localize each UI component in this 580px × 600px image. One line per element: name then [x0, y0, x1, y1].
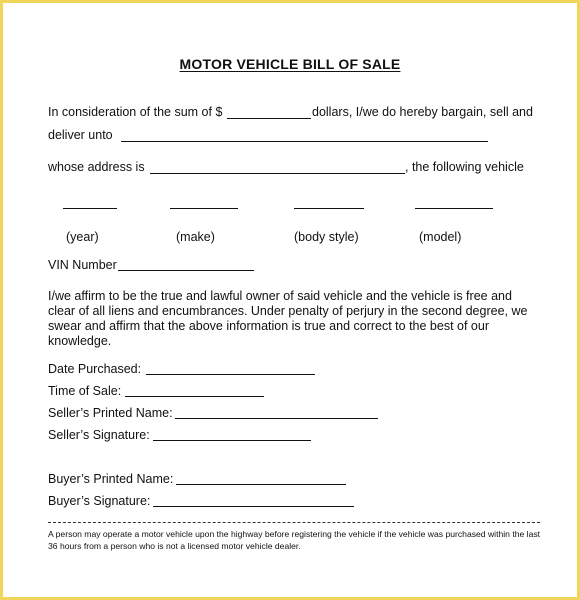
- vin-label: VIN Number: [48, 258, 117, 272]
- sum-suffix: dollars, I/we do hereby bargain, sell and: [312, 105, 533, 119]
- address-field[interactable]: [150, 173, 405, 174]
- buyer-name-field[interactable]: [176, 484, 346, 485]
- affirmation-paragraph: I/we affirm to be the true and lawful owner of said vehicle and the vehicle is free and clear of all liens and encumbrances. Under penalty of perjury in the second degree, we swear and affirm that the above information is true and correct to the best of our knowledge.: [48, 289, 528, 348]
- document-title: MOTOR VEHICLE BILL OF SALE: [179, 56, 401, 72]
- buyer-name-label: Buyer’s Printed Name:: [48, 472, 174, 486]
- buyer-signature-label: Buyer’s Signature:: [48, 494, 151, 508]
- date-purchased-field[interactable]: [146, 374, 315, 375]
- footnote: A person may operate a motor vehicle upon the highway before registering the vehicle if the vehicle was purchased within the last 36 hours from a person who is not a licensed motor vehicle dealer.: [48, 529, 541, 551]
- sum-prefix: In consideration of the sum of $: [48, 105, 223, 119]
- address-label: whose address is: [48, 160, 145, 174]
- make-field[interactable]: [170, 208, 238, 209]
- seller-name-label: Seller’s Printed Name:: [48, 406, 173, 420]
- year-caption: (year): [66, 230, 99, 244]
- seller-signature-field[interactable]: [153, 440, 311, 441]
- dashed-divider: [48, 522, 540, 523]
- vehicle-label: , the following vehicle: [405, 160, 524, 174]
- time-of-sale-label: Time of Sale:: [48, 384, 122, 398]
- sum-amount-field[interactable]: [227, 118, 311, 119]
- make-caption: (make): [176, 230, 215, 244]
- buyer-signature-field[interactable]: [153, 506, 354, 507]
- bill-of-sale-page: [3, 3, 577, 597]
- vin-field[interactable]: [118, 270, 254, 271]
- body-style-field[interactable]: [294, 208, 364, 209]
- model-caption: (model): [419, 230, 462, 244]
- body-style-caption: (body style): [294, 230, 359, 244]
- deliver-unto-label: deliver unto: [48, 128, 113, 142]
- year-field[interactable]: [63, 208, 117, 209]
- model-field[interactable]: [415, 208, 493, 209]
- seller-name-field[interactable]: [175, 418, 378, 419]
- date-purchased-label: Date Purchased:: [48, 362, 142, 376]
- buyer-field[interactable]: [121, 141, 488, 142]
- time-of-sale-field[interactable]: [125, 396, 264, 397]
- seller-signature-label: Seller’s Signature:: [48, 428, 150, 442]
